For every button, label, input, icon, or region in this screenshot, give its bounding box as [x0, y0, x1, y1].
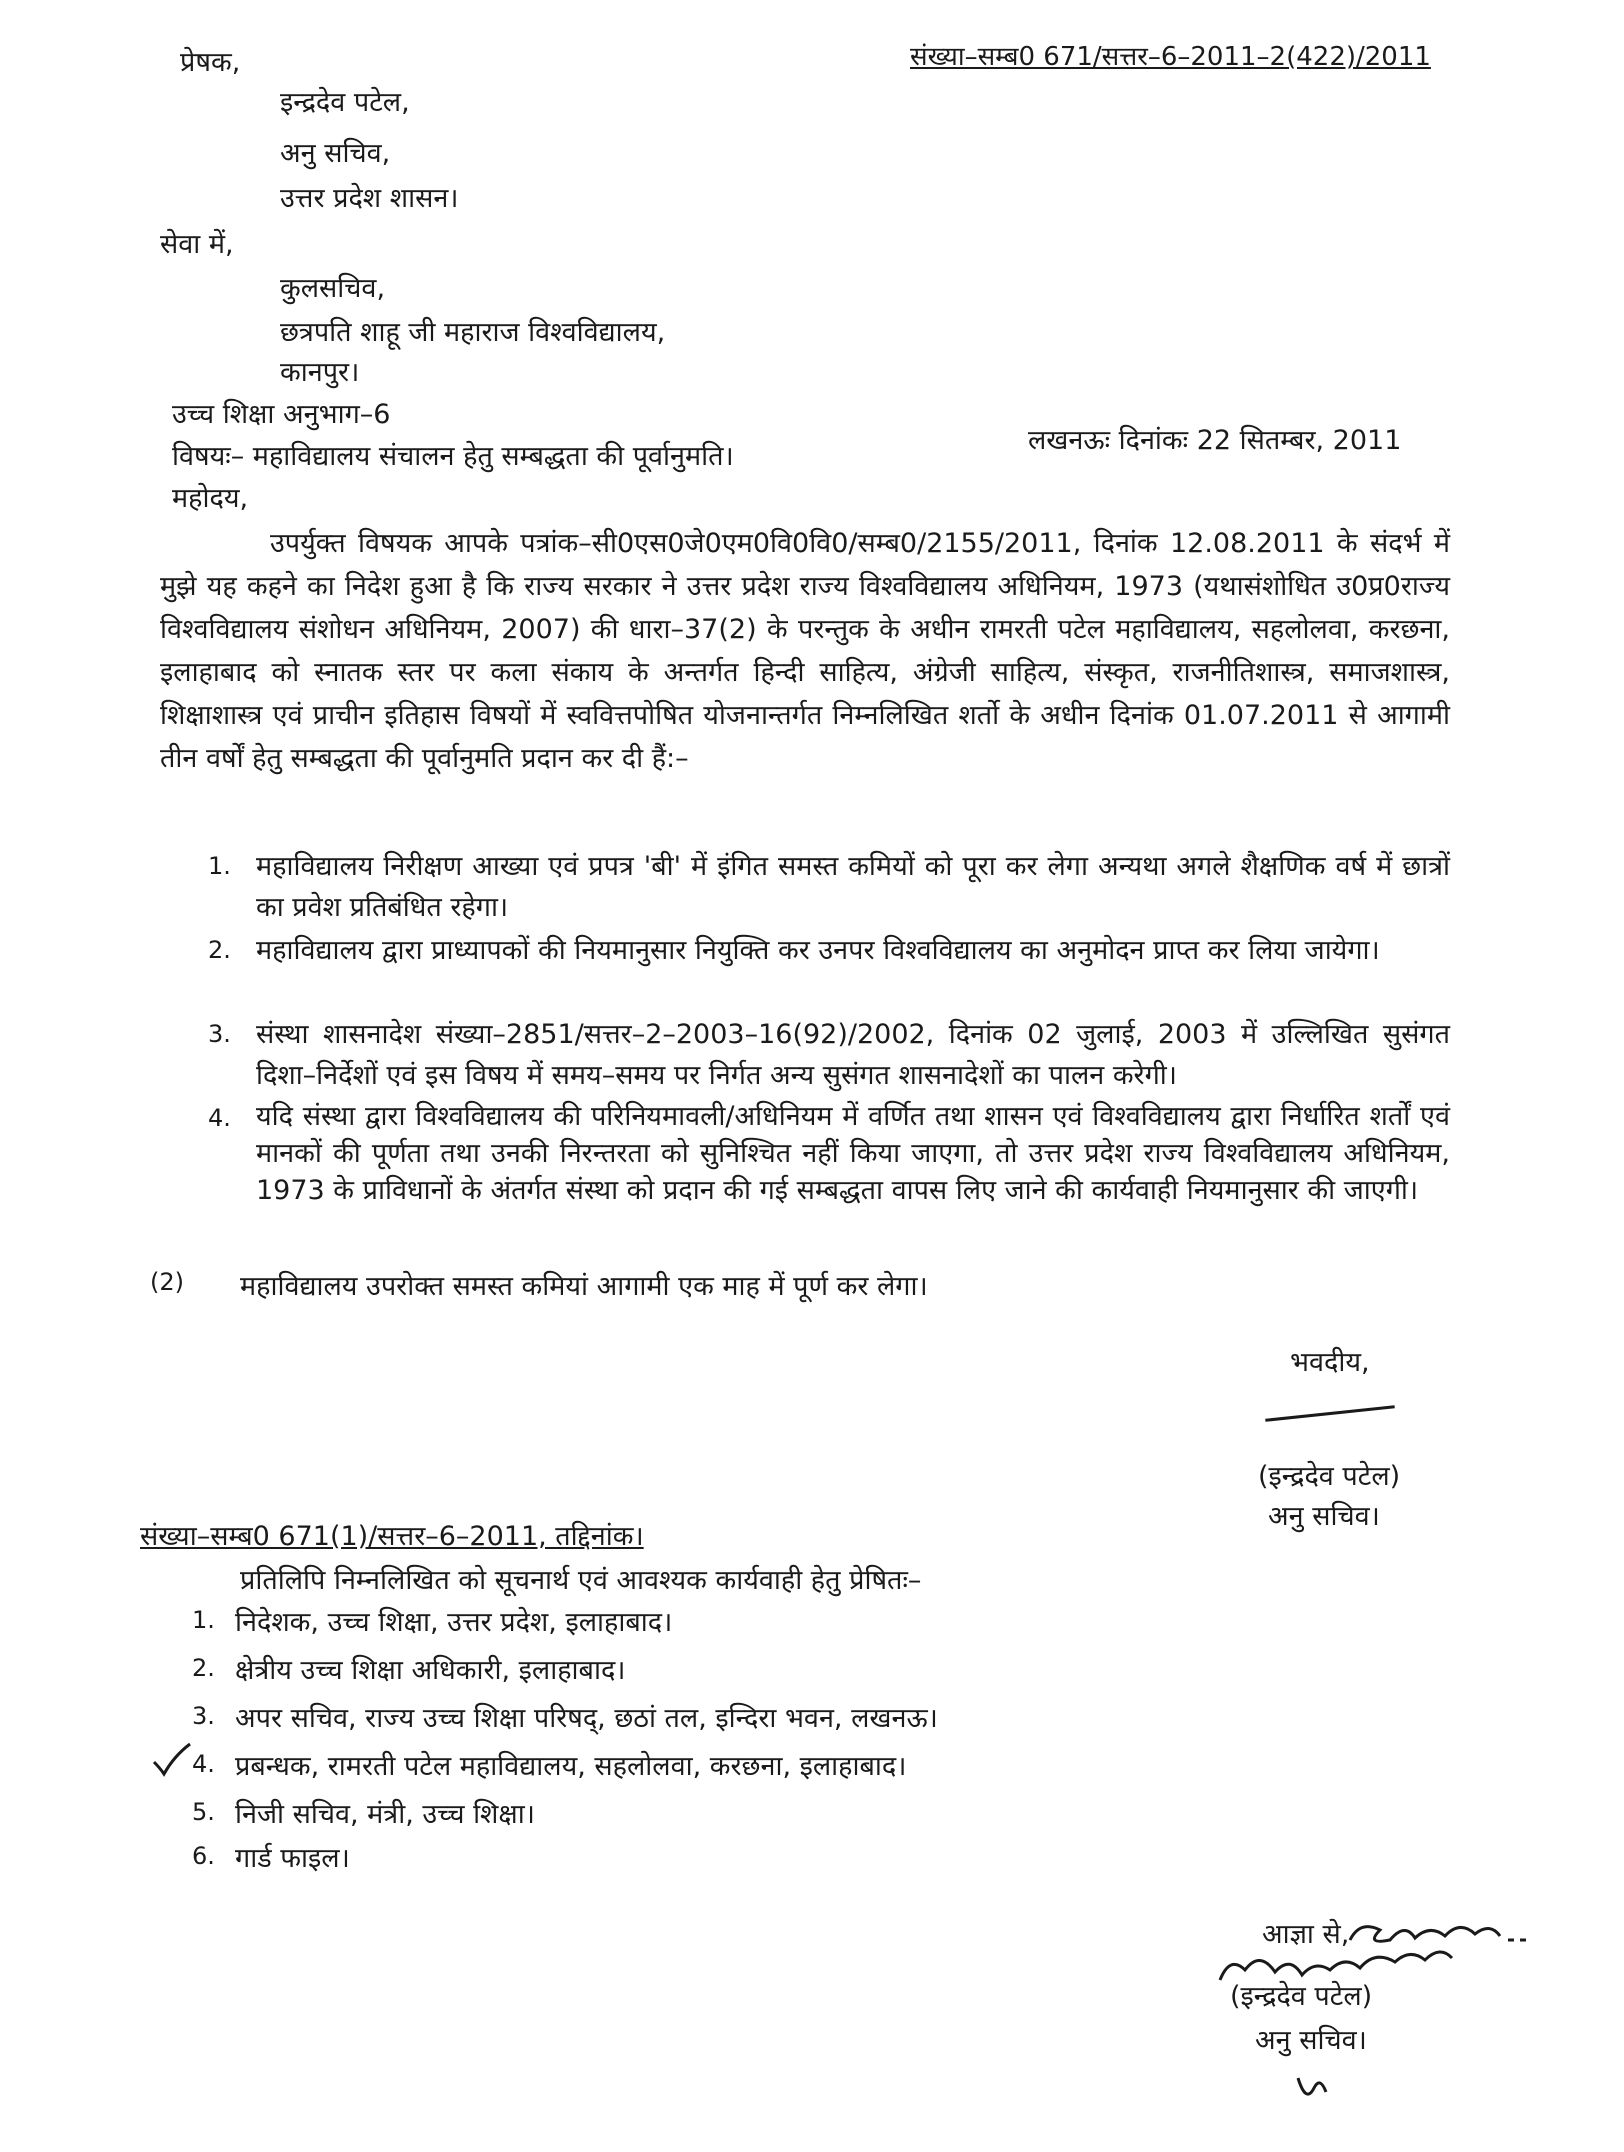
section-name: उच्च शिक्षा अनुभाग–6 [172, 399, 391, 430]
tick-mark-icon [150, 1740, 194, 1780]
condition-item: यदि संस्था द्वारा विश्वविद्यालय की परिनियमावली/अधिनियम में वर्णित तथा शासन एवं विश्वविद्यालय द्वारा निर्धारित शर्तों एवं मानकों की पूर्णता तथा उनकी निरन्तरता को सुनिश्चित नहीं किया जाएगा, तो उत्तर प्रदेश राज्य विश्वविद्यालय अधिनियम, 1973 के प्राविधानों के अंतर्गत संस्था को प्रदान की गई सम्बद्धता वापस लिए जाने की कार्यवाही नियमानुसार की जाएगी। [256, 1101, 1450, 1206]
salutation: महोदय, [172, 483, 249, 514]
condition-item: महाविद्यालय निरीक्षण आख्या एवं प्रपत्र 'बी' में इंगित समस्त कमियों को पूरा कर लेगा अन्यथा अगले शैक्षणिक वर्ष में छात्रों का प्रवेश प्रतिबंधित रहेगा। [256, 851, 1450, 923]
copy-reference-number: संख्या–सम्ब0 671(1)/सत्तर–6–2011, तद्दिनांक। [140, 1521, 644, 1552]
paragraph-2-text: महाविद्यालय उपरोक्त समस्त कमियां आगामी एक माह में पूर्ण कर लेगा। [240, 1271, 928, 1302]
subject-line: विषयः– महाविद्यालय संचालन हेतु सम्बद्धता की पूर्वानुमति। [172, 441, 734, 472]
condition-item: संस्था शासनादेश संख्या–2851/सत्तर–2–2003–16(92)/2002, दिनांक 02 जुलाई, 2003 में उल्लिखित सुसंगत दिशा–निर्देशों एवं इस विषय में समय–समय पर निर्गत अन्य सुसंगत शासनादेशों का पालन करेगी। [256, 1019, 1450, 1091]
recipient-item: प्रबन्धक, रामरती पटेल महाविद्यालय, सहलोलवा, करछना, इलाहाबाद। [235, 1751, 907, 1782]
signatory-designation: अनु सचिव। [1268, 1501, 1380, 1532]
reference-number: संख्या–सम्ब0 671/सत्तर–6–2011–2(422)/2011 [910, 42, 1431, 72]
initial-mark [1292, 2068, 1332, 2108]
copy-intro: प्रतिलिपि निम्नलिखित को सूचनार्थ एवं आवश्यक कार्यवाही हेतु प्रेषितः– [240, 1565, 922, 1596]
recipient-item: क्षेत्रीय उच्च शिक्षा अधिकारी, इलाहाबाद। [235, 1655, 626, 1686]
recipient-number: 2. [192, 1654, 215, 1682]
condition-number: 2. [208, 936, 231, 964]
order-signatory-designation: अनु सचिव। [1255, 2025, 1367, 2056]
place-date: लखनऊः दिनांकः 22 सितम्बर, 2011 [1028, 425, 1402, 456]
closing: भवदीय, [1290, 1347, 1370, 1378]
sender-name: इन्द्रदेव पटेल, [280, 87, 410, 118]
main-paragraph: उपर्युक्त विषयक आपके पत्रांक–सी0एस0जे0एम0वि0वि0/सम्ब0/2155/2011, दिनांक 12.08.2011 के संदर्भ में मुझे यह कहने का निदेश हुआ है कि राज्य सरकार ने उत्तर प्रदेश राज्य विश्वविद्यालय अधिनियम, 1973 (यथासंशोधित उ0प्र0राज्य विश्वविद्यालय संशोधन अधिनियम, 2007) की धारा–37(2) के परन्तुक के अधीन रामरती पटेल महाविद्यालय, सहलोलवा, करछना, इलाहाबाद को स्नातक स्तर पर कला संकाय के अन्तर्गत हिन्दी साहित्य, अंग्रेजी साहित्य, संस्कृत, राजनीतिशास्त्र, समाजशास्त्र, शिक्षाशास्त्र एवं प्राचीन इतिहास विषयों में स्ववित्तपोषित योजनान्तर्गत निम्नलिखित शर्तो के अधीन दिनांक 01.07.2011 से आगामी तीन वर्षों हेतु सम्बद्धता की पूर्वानुमति प्रदान कर दी हैं:– [160, 528, 1450, 774]
recipient-title: कुलसचिव, [280, 273, 386, 304]
recipient-item: निजी सचिव, मंत्री, उच्च शिक्षा। [235, 1799, 536, 1830]
condition-number: 4. [208, 1104, 231, 1132]
order-signatory-name: (इन्द्रदेव पटेल) [1230, 1981, 1373, 2012]
recipient-number: 6. [192, 1842, 215, 1870]
sender-office: उत्तर प्रदेश शासन। [280, 183, 459, 214]
sender-designation: अनु सचिव, [280, 138, 391, 169]
paragraph-2-number: (2) [150, 1268, 184, 1296]
recipient-org: छत्रपति शाहू जी महाराज विश्वविद्यालय, [280, 317, 666, 348]
recipient-number: 5. [192, 1798, 215, 1826]
recipient-number: 3. [192, 1702, 215, 1730]
condition-number: 3. [208, 1020, 231, 1048]
recipient-city: कानपुर। [280, 357, 360, 388]
recipient-number: 4. [192, 1750, 215, 1778]
signature-mark [1265, 1405, 1395, 1422]
recipient-item: गार्ड फाइल। [235, 1843, 350, 1874]
recipient-item: अपर सचिव, राज्य उच्च शिक्षा परिषद्, छठां तल, इन्दिरा भवन, लखनऊ। [235, 1703, 938, 1734]
condition-number: 1. [208, 852, 231, 880]
condition-item: महाविद्यालय द्वारा प्राध्यापकों की नियमानुसार नियुक्ति कर उनपर विश्वविद्यालय का अनुमोदन प्राप्त कर लिया जायेगा। [256, 935, 1380, 966]
signatory-name: (इन्द्रदेव पटेल) [1258, 1461, 1401, 1492]
recipient-item: निदेशक, उच्च शिक्षा, उत्तर प्रदेश, इलाहाबाद। [235, 1607, 673, 1638]
recipient-number: 1. [192, 1606, 215, 1634]
sender-label: प्रेषक, [180, 47, 241, 78]
by-order-label: आज्ञा से, [1262, 1919, 1350, 1950]
to-label: सेवा में, [160, 229, 234, 260]
